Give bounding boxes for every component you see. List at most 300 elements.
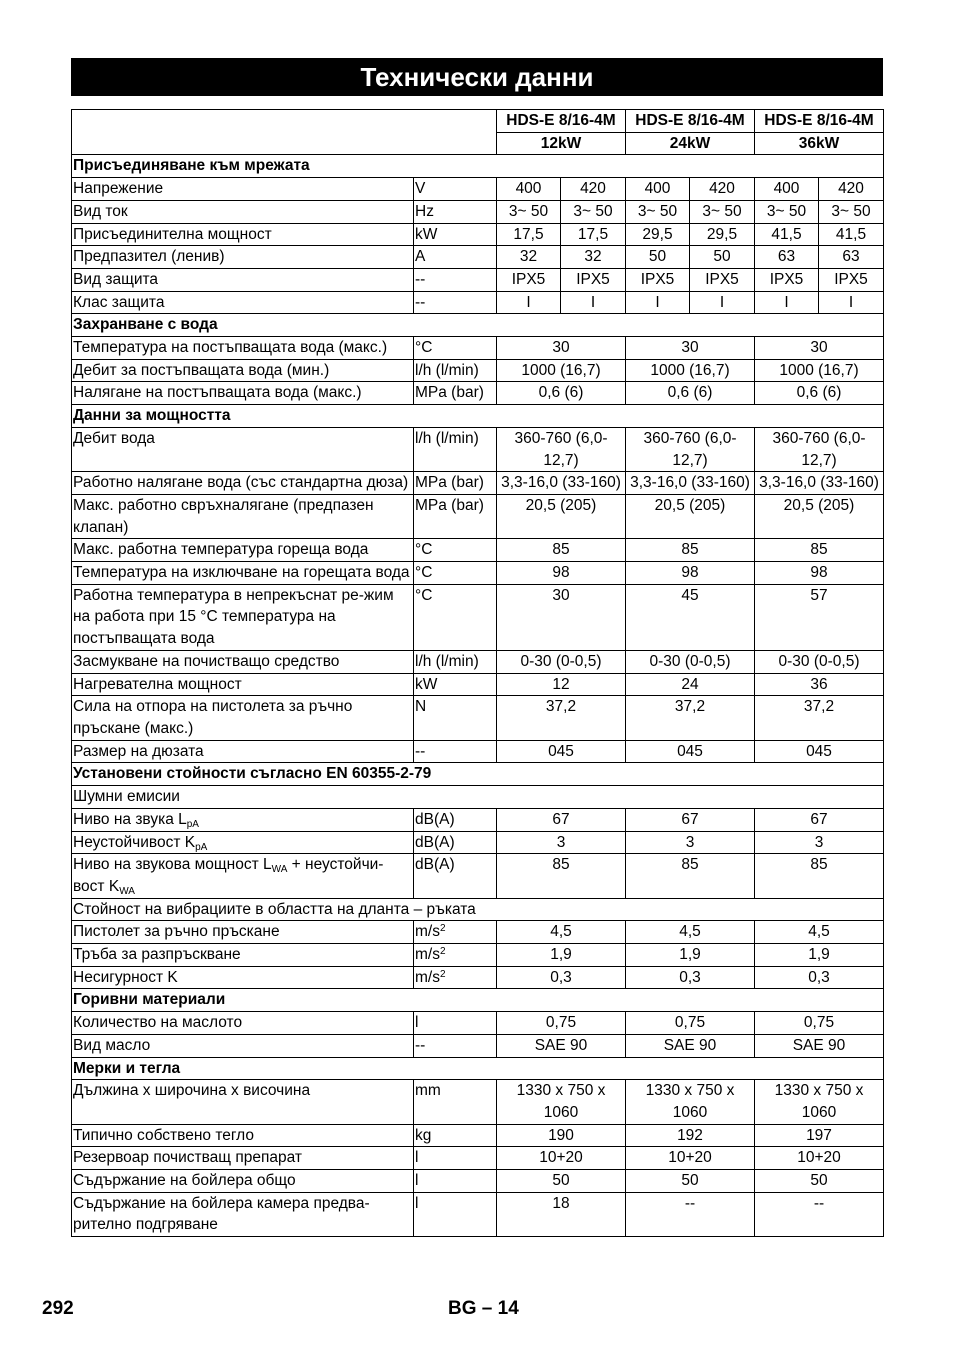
value-cell: 400 xyxy=(626,178,690,201)
table-row xyxy=(72,494,884,538)
value-cell: 17,5 xyxy=(561,223,626,246)
label-text: Тръба за разпръскване xyxy=(73,946,241,964)
value-cell: 85 xyxy=(497,539,626,562)
value-cell: 3~ 50 xyxy=(819,200,884,223)
table-row xyxy=(72,359,884,382)
unit-text: MPa (bar) xyxy=(415,474,484,492)
model-name: HDS-E 8/16-4M xyxy=(626,110,755,133)
unit-text: kg xyxy=(415,1126,432,1144)
unit-text: Hz xyxy=(415,202,434,220)
row-unit xyxy=(414,650,497,673)
section-heading-row xyxy=(72,314,884,337)
table-row xyxy=(72,1080,884,1124)
unit-text: l/h (l/min) xyxy=(415,429,479,447)
table-row xyxy=(72,427,884,471)
table-row xyxy=(72,178,884,201)
value-cell: 0,6 (6) xyxy=(626,382,755,405)
value-cell: 67 xyxy=(497,808,626,831)
value-cell: 98 xyxy=(497,562,626,585)
label-text: Дебит вода xyxy=(73,429,155,447)
row-label xyxy=(72,1034,414,1057)
table-row xyxy=(72,246,884,269)
unit-text: -- xyxy=(415,270,426,288)
value-cell: 85 xyxy=(626,854,755,898)
label-text: Клас защита xyxy=(73,293,165,311)
table-row xyxy=(72,1192,884,1236)
unit-text: A xyxy=(415,248,426,266)
table-row xyxy=(72,944,884,967)
value-cell: 360-760 (6,0-12,7) xyxy=(497,427,626,471)
value-cell: 3 xyxy=(626,831,755,854)
value-cell: 0,75 xyxy=(626,1012,755,1035)
label-text: + неустойчи-вост K xyxy=(73,856,384,895)
value-cell: 420 xyxy=(690,178,755,201)
label-text: Типично собствено тегло xyxy=(73,1126,255,1144)
value-cell: 37,2 xyxy=(755,696,884,740)
value-cell: 0,3 xyxy=(626,966,755,989)
value-cell: I xyxy=(819,291,884,314)
value-cell: 3,3-16,0 (33-160) xyxy=(755,472,884,495)
value-cell: 0,6 (6) xyxy=(497,382,626,405)
table-row xyxy=(72,673,884,696)
table-row xyxy=(72,831,884,854)
value-cell: 10+20 xyxy=(626,1147,755,1170)
value-cell: 1330 x 750 x 1060 xyxy=(626,1080,755,1124)
label-text: Работна температура в непрекъснат ре-жим на работа при 15 °C температура на постъпващата вода xyxy=(73,586,394,648)
unit-text: MPa (bar) xyxy=(415,384,484,402)
row-label xyxy=(72,268,414,291)
row-unit xyxy=(414,944,497,967)
value-cell: 3~ 50 xyxy=(626,200,690,223)
value-cell: 1,9 xyxy=(626,944,755,967)
value-cell: 50 xyxy=(690,246,755,269)
unit-text: l/h (l/min) xyxy=(415,652,479,670)
value-cell: I xyxy=(690,291,755,314)
row-unit xyxy=(414,539,497,562)
row-label xyxy=(72,223,414,246)
row-label xyxy=(72,246,414,269)
row-unit xyxy=(414,472,497,495)
value-cell: -- xyxy=(755,1192,884,1236)
value-cell: 12 xyxy=(497,673,626,696)
unit-text: -- xyxy=(415,1036,426,1054)
table-row xyxy=(72,268,884,291)
header-row xyxy=(72,110,884,133)
label-subscript: pA xyxy=(195,841,208,853)
unit-text: -- xyxy=(415,742,426,760)
value-cell: 57 xyxy=(755,584,884,650)
table-row xyxy=(72,223,884,246)
row-label xyxy=(72,966,414,989)
label-text: Съдържание на бойлера камера предва-рително подгряване xyxy=(73,1194,370,1234)
value-cell: 67 xyxy=(626,808,755,831)
value-cell: IPX5 xyxy=(626,268,690,291)
value-cell: 37,2 xyxy=(497,696,626,740)
label-subscript: WA xyxy=(271,864,288,876)
unit-text: kW xyxy=(415,675,438,693)
section-code: BG – 14 xyxy=(448,1298,519,1319)
value-cell: 1000 (16,7) xyxy=(755,359,884,382)
model-power: 24kW xyxy=(626,132,755,155)
value-cell: 0,75 xyxy=(497,1012,626,1035)
label-text: Температура на изключване на горещата вода xyxy=(73,564,410,582)
value-cell: 4,5 xyxy=(755,921,884,944)
unit-text: m/s xyxy=(415,968,440,986)
value-cell: 98 xyxy=(626,562,755,585)
value-cell: 360-760 (6,0-12,7) xyxy=(755,427,884,471)
model-name: HDS-E 8/16-4M xyxy=(497,110,626,133)
table-row xyxy=(72,740,884,763)
unit-text: m/s xyxy=(415,923,440,941)
value-cell: 400 xyxy=(497,178,561,201)
unit-text: V xyxy=(415,180,426,198)
row-label xyxy=(72,494,414,538)
value-cell: 190 xyxy=(497,1124,626,1147)
section-heading: Горивни материали xyxy=(72,989,884,1012)
label-text: Напрежение xyxy=(73,180,164,198)
value-cell: 85 xyxy=(755,539,884,562)
row-unit xyxy=(414,808,497,831)
value-cell: 29,5 xyxy=(690,223,755,246)
value-cell: 41,5 xyxy=(819,223,884,246)
row-label xyxy=(72,673,414,696)
unit-text: MPa (bar) xyxy=(415,496,484,514)
row-unit xyxy=(414,1192,497,1236)
section-heading-row xyxy=(72,763,884,786)
table-row xyxy=(72,1012,884,1035)
section-heading: Установени стойности съгласно EN 60355-2-79 xyxy=(72,763,884,786)
label-text: Засмукване на почистващо средство xyxy=(73,652,340,670)
row-unit xyxy=(414,382,497,405)
value-cell: IPX5 xyxy=(755,268,819,291)
value-cell: 0,75 xyxy=(755,1012,884,1035)
value-cell: 17,5 xyxy=(497,223,561,246)
model-power: 36kW xyxy=(755,132,884,155)
label-text: Съдържание на бойлера общо xyxy=(73,1172,296,1190)
value-cell: 20,5 (205) xyxy=(755,494,884,538)
table-row xyxy=(72,1034,884,1057)
label-subscript: WA xyxy=(119,885,135,897)
unit-text: N xyxy=(415,698,427,716)
label-text: Неустойчивост K xyxy=(73,833,196,851)
row-label xyxy=(72,740,414,763)
section-heading: Присъединяване към мрежата xyxy=(72,155,884,178)
row-label xyxy=(72,472,414,495)
row-label xyxy=(72,696,414,740)
label-text: Ниво на звука L xyxy=(73,810,187,828)
label-text: Присъединителна мощност xyxy=(73,225,272,243)
row-label xyxy=(72,539,414,562)
value-cell: 1330 x 750 x 1060 xyxy=(755,1080,884,1124)
value-cell: 85 xyxy=(626,539,755,562)
row-label xyxy=(72,382,414,405)
row-unit xyxy=(414,1170,497,1193)
row-label xyxy=(72,1170,414,1193)
value-cell: 18 xyxy=(497,1192,626,1236)
value-cell: 4,5 xyxy=(497,921,626,944)
value-cell: I xyxy=(497,291,561,314)
row-label xyxy=(72,1124,414,1147)
row-label xyxy=(72,337,414,360)
value-cell: 0-30 (0-0,5) xyxy=(626,650,755,673)
label-text: Предпазител (ленив) xyxy=(73,248,225,266)
unit-text: °C xyxy=(415,541,433,559)
technical-data-table xyxy=(71,109,884,1237)
label-text: Вид ток xyxy=(73,202,128,220)
table-row xyxy=(72,898,884,921)
row-label xyxy=(72,200,414,223)
unit-text: dB(A) xyxy=(415,810,455,828)
label-text: Работно налягане вода (със стандартна дюза) xyxy=(73,474,409,492)
row-unit xyxy=(414,427,497,471)
unit-text: l xyxy=(415,1014,419,1032)
value-cell: 3,3-16,0 (33-160) xyxy=(626,472,755,495)
row-unit xyxy=(414,966,497,989)
section-heading-row xyxy=(72,989,884,1012)
row-label xyxy=(72,584,414,650)
value-cell: IPX5 xyxy=(690,268,755,291)
unit-text: l xyxy=(415,1149,419,1167)
row-unit xyxy=(414,200,497,223)
value-cell: 3~ 50 xyxy=(561,200,626,223)
value-cell: 1000 (16,7) xyxy=(626,359,755,382)
label-text: Размер на дюзата xyxy=(73,742,204,760)
page-number: 292 xyxy=(42,1298,74,1319)
value-cell: 37,2 xyxy=(626,696,755,740)
row-label xyxy=(72,562,414,585)
row-label xyxy=(72,1012,414,1035)
value-cell: 3~ 50 xyxy=(755,200,819,223)
value-cell: 3 xyxy=(755,831,884,854)
row-unit xyxy=(414,831,497,854)
row-unit xyxy=(414,223,497,246)
label-text: Вид масло xyxy=(73,1036,151,1054)
value-cell: 0,6 (6) xyxy=(755,382,884,405)
section-heading: Данни за мощността xyxy=(72,405,884,428)
table-row xyxy=(72,291,884,314)
value-cell: 1,9 xyxy=(497,944,626,967)
value-cell: 197 xyxy=(755,1124,884,1147)
value-cell: 420 xyxy=(561,178,626,201)
unit-superscript: 2 xyxy=(439,946,446,958)
value-cell: 3~ 50 xyxy=(497,200,561,223)
section-heading-row xyxy=(72,405,884,428)
label-text: Налягане на постъпващата вода (макс.) xyxy=(73,384,362,402)
label-text: Температура на постъпващата вода (макс.) xyxy=(73,339,388,357)
value-cell: 50 xyxy=(626,246,690,269)
value-cell: IPX5 xyxy=(819,268,884,291)
unit-text: l/h (l/min) xyxy=(415,361,479,379)
value-cell: 1000 (16,7) xyxy=(497,359,626,382)
label-text: Ниво на звукова мощност L xyxy=(73,856,272,874)
value-cell: 0,3 xyxy=(497,966,626,989)
value-cell: 192 xyxy=(626,1124,755,1147)
label-text: Макс. работно свръхналягане (предпазен клапан) xyxy=(73,496,374,536)
row-label xyxy=(72,921,414,944)
section-heading-row xyxy=(72,155,884,178)
value-cell: 045 xyxy=(755,740,884,763)
value-cell: SAE 90 xyxy=(497,1034,626,1057)
label-text: Резервоар почистващ препарат xyxy=(73,1149,302,1167)
value-cell: 1,9 xyxy=(755,944,884,967)
table-row xyxy=(72,808,884,831)
value-cell: 32 xyxy=(497,246,561,269)
label-subscript: pA xyxy=(186,818,199,830)
page-title: Технически данни xyxy=(71,58,883,96)
row-unit xyxy=(414,291,497,314)
value-cell: I xyxy=(755,291,819,314)
value-cell: 0-30 (0-0,5) xyxy=(755,650,884,673)
table-row xyxy=(72,854,884,898)
row-unit xyxy=(414,921,497,944)
table-row xyxy=(72,966,884,989)
section-heading-row xyxy=(72,1057,884,1080)
row-label xyxy=(72,854,414,898)
value-cell: 0-30 (0-0,5) xyxy=(497,650,626,673)
value-cell: IPX5 xyxy=(497,268,561,291)
value-cell: 0,3 xyxy=(755,966,884,989)
model-name: HDS-E 8/16-4M xyxy=(755,110,884,133)
unit-text: °C xyxy=(415,564,433,582)
unit-text: l xyxy=(415,1172,419,1190)
row-label xyxy=(72,178,414,201)
unit-text: dB(A) xyxy=(415,856,455,874)
value-cell: 50 xyxy=(497,1170,626,1193)
unit-text: m/s xyxy=(415,946,440,964)
value-cell: I xyxy=(561,291,626,314)
value-cell: 045 xyxy=(497,740,626,763)
value-cell: 30 xyxy=(626,337,755,360)
value-cell: 98 xyxy=(755,562,884,585)
table-row xyxy=(72,696,884,740)
value-cell: 67 xyxy=(755,808,884,831)
label-text: Дебит за постъпващата вода (мин.) xyxy=(73,361,330,379)
section-heading: Мерки и тегла xyxy=(72,1057,884,1080)
row-unit xyxy=(414,673,497,696)
label-text: Макс. работна температура гореща вода xyxy=(73,541,369,559)
value-cell: 1330 x 750 x 1060 xyxy=(497,1080,626,1124)
row-unit xyxy=(414,1012,497,1035)
row-label xyxy=(72,650,414,673)
value-cell: 41,5 xyxy=(755,223,819,246)
row-label xyxy=(72,944,414,967)
table-row xyxy=(72,921,884,944)
table-row xyxy=(72,1170,884,1193)
value-cell: 36 xyxy=(755,673,884,696)
model-power: 12kW xyxy=(497,132,626,155)
row-label xyxy=(72,359,414,382)
subgroup-label: Стойност на вибрациите в областта на дланта – ръката xyxy=(72,898,884,921)
value-cell: IPX5 xyxy=(561,268,626,291)
row-unit xyxy=(414,246,497,269)
row-unit xyxy=(414,1147,497,1170)
value-cell: 3 xyxy=(497,831,626,854)
subgroup-label: Шумни емисии xyxy=(72,786,884,809)
row-unit xyxy=(414,1080,497,1124)
value-cell: 30 xyxy=(497,584,626,650)
value-cell: 85 xyxy=(497,854,626,898)
row-label xyxy=(72,808,414,831)
label-text: Несигурност K xyxy=(73,968,178,986)
unit-text: l xyxy=(415,1194,419,1212)
label-text: Дължина x широчина x височина xyxy=(73,1082,311,1100)
table-row xyxy=(72,472,884,495)
row-unit xyxy=(414,337,497,360)
unit-superscript: 2 xyxy=(439,968,446,980)
value-cell: 10+20 xyxy=(497,1147,626,1170)
table-row xyxy=(72,337,884,360)
row-unit xyxy=(414,740,497,763)
row-unit xyxy=(414,178,497,201)
header-blank xyxy=(72,110,497,155)
unit-text: °C xyxy=(415,586,433,604)
value-cell: 30 xyxy=(497,337,626,360)
row-label xyxy=(72,831,414,854)
value-cell: 045 xyxy=(626,740,755,763)
value-cell: 85 xyxy=(755,854,884,898)
label-text: Сила на отпора на пистолета за ръчно пръскане (макс.) xyxy=(73,698,353,737)
row-unit xyxy=(414,584,497,650)
label-text: Вид защита xyxy=(73,270,159,288)
unit-superscript: 2 xyxy=(439,923,446,935)
unit-text: dB(A) xyxy=(415,833,455,851)
row-unit xyxy=(414,1124,497,1147)
table-row xyxy=(72,382,884,405)
value-cell: I xyxy=(626,291,690,314)
row-unit xyxy=(414,562,497,585)
table-row xyxy=(72,562,884,585)
label-text: Количество на маслото xyxy=(73,1014,243,1032)
row-unit xyxy=(414,1034,497,1057)
value-cell: 29,5 xyxy=(626,223,690,246)
row-label xyxy=(72,291,414,314)
label-text: Нагревателна мощност xyxy=(73,675,242,693)
table-row xyxy=(72,584,884,650)
value-cell: 30 xyxy=(755,337,884,360)
unit-text: -- xyxy=(415,293,426,311)
value-cell: 50 xyxy=(626,1170,755,1193)
row-label xyxy=(72,1192,414,1236)
table-row xyxy=(72,1147,884,1170)
label-text: Пистолет за ръчно пръскане xyxy=(73,923,280,941)
table-row xyxy=(72,1124,884,1147)
row-unit xyxy=(414,854,497,898)
table-row xyxy=(72,650,884,673)
row-unit xyxy=(414,696,497,740)
value-cell: 20,5 (205) xyxy=(497,494,626,538)
value-cell: 63 xyxy=(819,246,884,269)
section-heading: Захранване с вода xyxy=(72,314,884,337)
value-cell: 10+20 xyxy=(755,1147,884,1170)
table-row xyxy=(72,786,884,809)
value-cell: 45 xyxy=(626,584,755,650)
value-cell: -- xyxy=(626,1192,755,1236)
row-label xyxy=(72,1147,414,1170)
value-cell: SAE 90 xyxy=(755,1034,884,1057)
value-cell: 24 xyxy=(626,673,755,696)
table-row xyxy=(72,539,884,562)
value-cell: 3,3-16,0 (33-160) xyxy=(497,472,626,495)
value-cell: 400 xyxy=(755,178,819,201)
row-label xyxy=(72,427,414,471)
table-row xyxy=(72,200,884,223)
value-cell: 63 xyxy=(755,246,819,269)
value-cell: 20,5 (205) xyxy=(626,494,755,538)
value-cell: 360-760 (6,0-12,7) xyxy=(626,427,755,471)
row-unit xyxy=(414,359,497,382)
row-unit xyxy=(414,268,497,291)
row-label xyxy=(72,1080,414,1124)
